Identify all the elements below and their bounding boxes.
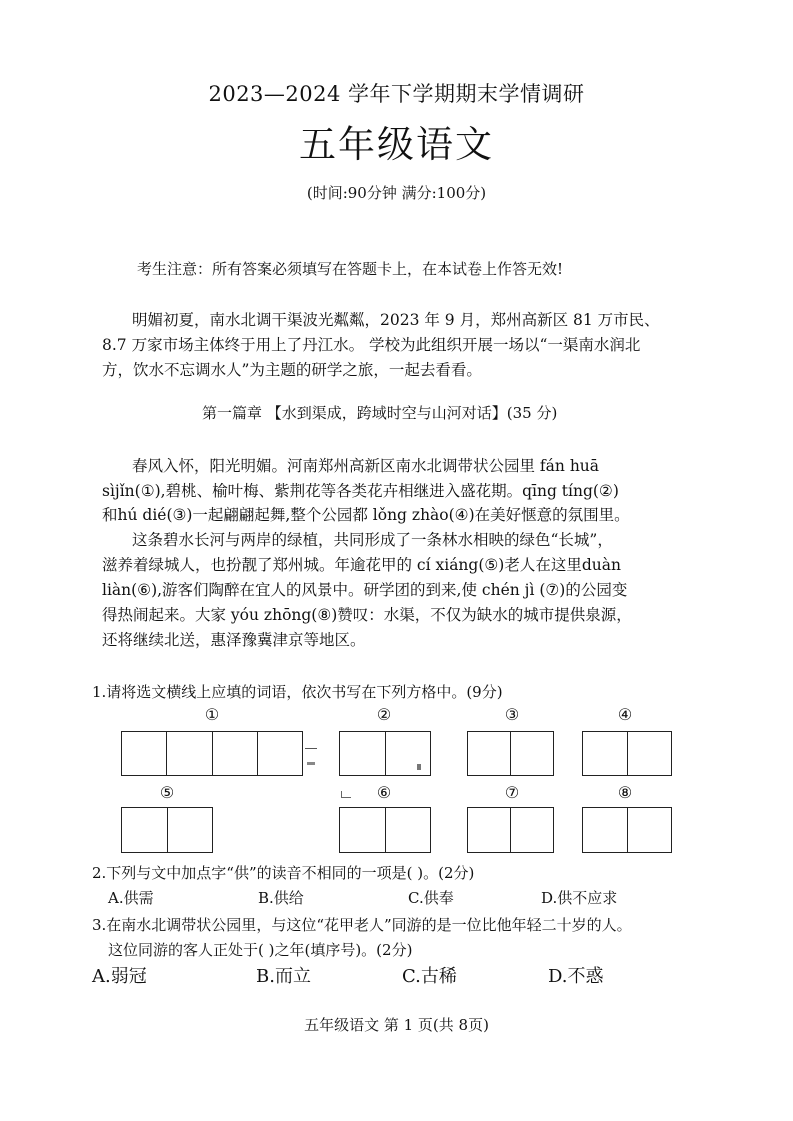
answer-label-2: ②: [376, 705, 392, 724]
question-2-prompt: 2.下列与文中加点字“供”的读音不相同的一项是( )。(2分): [92, 864, 475, 882]
answer-grid-5[interactable]: [121, 807, 213, 853]
answer-label-7: ⑦: [504, 783, 520, 802]
exam-notice: 考生注意：所有答案必须填写在答题卡上，在本试卷上作答无效!: [137, 260, 564, 278]
answer-grid-4[interactable]: [582, 731, 672, 776]
question-2-option-b[interactable]: B.供给: [258, 889, 304, 907]
question-3-option-d[interactable]: D.不惑: [548, 966, 604, 987]
scan-mark: [305, 748, 317, 749]
answer-label-6: ⑥: [376, 783, 392, 802]
page-footer: 五年级语文 第 1 页(共 8页): [304, 1016, 489, 1034]
chapter-title: 第一篇章 【水到渠成，跨域时空与山河对话】(35 分): [202, 404, 558, 422]
passage-line: sìjǐn(①),碧桃、榆叶梅、紫荆花等各类花卉相继进入盛花期。qīng tíng(②): [102, 482, 619, 500]
scan-mark: [417, 764, 421, 770]
question-2-option-d[interactable]: D.供不应求: [541, 889, 618, 907]
scan-mark: [307, 762, 315, 765]
intro-line: 方，饮水不忘调水人”为主题的研学之旅，一起去看看。: [102, 361, 482, 379]
answer-grid-3[interactable]: [467, 731, 554, 776]
answer-label-5: ⑤: [159, 783, 175, 802]
passage-line: liàn(⑥),游客们陶醉在宜人的风景中。研学团的到来,使 chén jì (⑦)的公园变: [102, 581, 628, 599]
answer-label-1: ①: [204, 705, 220, 724]
passage-line: 还将继续北送，惠泽豫冀津京等地区。: [102, 631, 366, 649]
passage-line: 得热闹起来。大家 yóu zhōng(⑧)赞叹：水渠，不仅为缺水的城市提供泉源，: [102, 606, 632, 624]
passage-line: 滋养着绿城人，也扮靓了郑州城。年逾花甲的 cí xiáng(⑤)老人在这里duàn: [102, 556, 621, 574]
question-2-option-c[interactable]: C.供奉: [408, 889, 454, 907]
question-3-option-b[interactable]: B.而立: [256, 966, 311, 987]
intro-line: 明媚初夏，南水北调干渠波光粼粼，2023 年 9 月，郑州高新区 81 万市民、: [132, 311, 660, 329]
passage-line: 和hú dié(③)一起翩翩起舞,整个公园都 lǒng zhào(④)在美好惬意的氛围里。: [102, 506, 630, 524]
exam-term-title: 2023—2024 学年下学期期末学情调研: [208, 82, 585, 106]
answer-grid-7[interactable]: [467, 807, 554, 853]
question-2-option-a[interactable]: A.供需: [108, 889, 154, 907]
exam-time-info: (时间:90分钟 满分:100分): [306, 184, 487, 202]
answer-label-4: ④: [617, 705, 633, 724]
passage-line: 春风入怀，阳光明媚。河南郑州高新区南水北调带状公园里 fán huā: [132, 457, 600, 475]
intro-line: 8.7 万家市场主体终于用上了丹江水。 学校为此组织开展一场以“一渠南水润北: [102, 336, 641, 354]
answer-label-3: ③: [504, 705, 520, 724]
question-3-option-a[interactable]: A.弱冠: [92, 966, 147, 987]
exam-subject-title: 五年级语文: [299, 123, 494, 166]
answer-grid-6[interactable]: [339, 807, 431, 853]
passage-line: 这条碧水长河与两岸的绿植，共同形成了一条林水相映的绿色“长城”，: [132, 531, 613, 549]
question-1-prompt: 1.请将选文横线上应填的词语，依次书写在下列方格中。(9分): [92, 683, 503, 701]
answer-grid-8[interactable]: [582, 807, 672, 853]
question-3-option-c[interactable]: C.古稀: [402, 966, 457, 987]
scan-mark: [341, 791, 351, 798]
question-3-prompt-line-1: 3.在南水北调带状公园里，与这位“花甲老人”同游的是一位比他年轻二十岁的人。: [92, 916, 632, 934]
question-3-prompt-line-2: 这位同游的客人正处于( )之年(填序号)。(2分): [108, 941, 413, 959]
answer-label-8: ⑧: [617, 783, 633, 802]
answer-grid-1[interactable]: [121, 731, 303, 776]
